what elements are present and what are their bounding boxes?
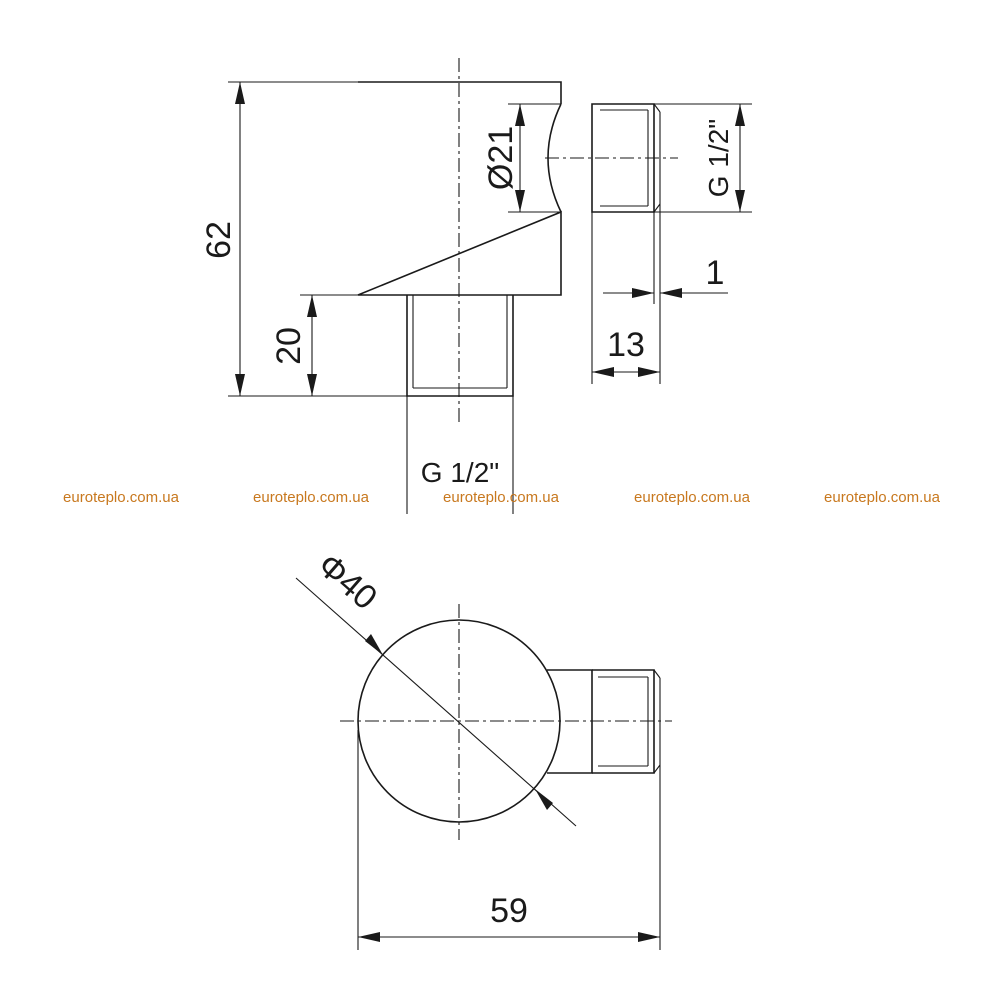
dim-label-1: 1	[705, 254, 725, 292]
dim-label-20: 20	[270, 327, 308, 365]
arrowhead	[515, 104, 525, 126]
side-chamfer	[654, 204, 660, 212]
dim-label-62: 62	[200, 221, 238, 259]
arrowhead	[592, 367, 614, 377]
dim-label-d21: Ø21	[482, 125, 520, 191]
dim-label-d40: Φ40	[310, 546, 385, 618]
arrowhead	[307, 295, 317, 317]
dim-label-59: 59	[490, 892, 528, 930]
arrowhead	[638, 932, 660, 942]
side-elevation-view	[200, 58, 752, 514]
arrowhead	[235, 82, 245, 104]
arrowhead	[535, 789, 553, 810]
watermark-text: euroteplo.com.ua	[824, 489, 940, 506]
arrowhead	[660, 288, 682, 298]
arrowhead	[735, 104, 745, 126]
plan-chamfer	[654, 765, 660, 773]
arrowhead	[365, 634, 383, 655]
arrowhead	[235, 374, 245, 396]
arrowhead	[515, 190, 525, 212]
bottom-spigot-outline	[407, 295, 513, 396]
watermark-text: euroteplo.com.ua	[253, 489, 369, 506]
arrowhead	[632, 288, 654, 298]
watermark-text: euroteplo.com.ua	[63, 489, 179, 506]
arrowhead	[307, 374, 317, 396]
dim-label-thread-bottom: G 1/2"	[420, 457, 500, 488]
side-chamfer	[654, 104, 660, 112]
arrowhead	[358, 932, 380, 942]
plan-view	[296, 546, 672, 950]
plan-chamfer	[654, 670, 660, 678]
watermark-text: euroteplo.com.ua	[634, 489, 750, 506]
dim-label-thread-side: G 1/2"	[703, 118, 734, 198]
arrowhead	[638, 367, 660, 377]
arrowhead	[735, 190, 745, 212]
dim-label-13: 13	[607, 326, 645, 364]
dim-line-d40	[296, 578, 576, 826]
watermark-row	[63, 489, 941, 506]
watermark-text: euroteplo.com.ua	[443, 489, 559, 506]
